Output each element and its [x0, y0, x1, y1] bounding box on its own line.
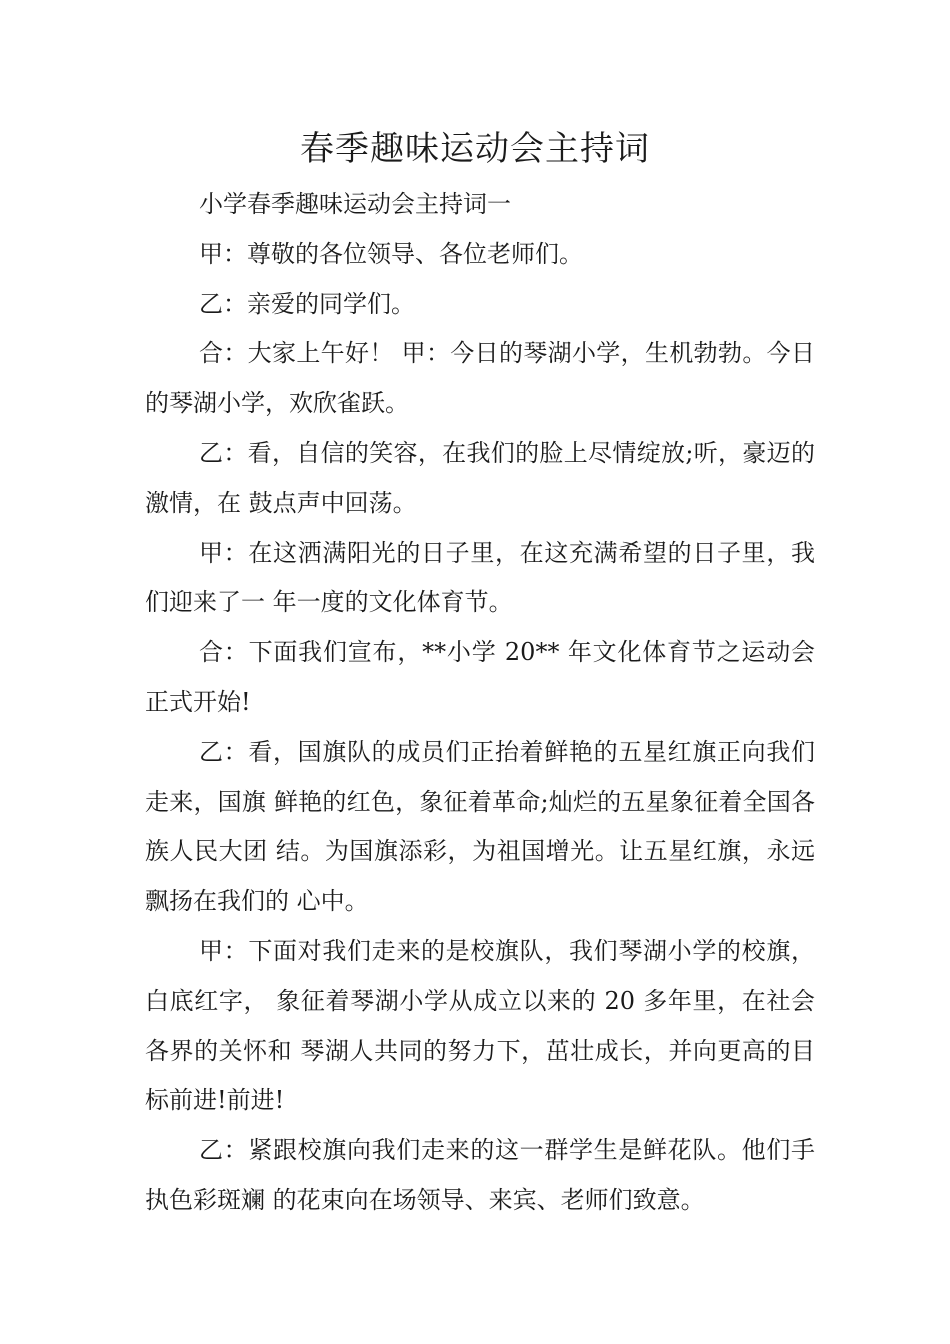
paragraph: 乙：亲爱的同学们。 [199, 289, 415, 318]
paragraph: 乙：紧跟校旗向我们走来的这一群学生是鲜花队。他们手执色彩斑斓 的花束向在场领导、来宾、老师们致意。 [145, 1136, 815, 1214]
paragraph: 乙：看，国旗队的成员们正抬着鲜艳的五星红旗正向我们走来，国旗 鲜艳的红色，象征着革命;灿烂的五星象征着全国各族人民大团 结。为国旗添彩，为祖国增光。让五星红旗，永远飘扬在我们的 心中。 [145, 737, 815, 916]
document-title: 春季趣味运动会主持词 [300, 129, 650, 169]
paragraph: 合：大家上午好！ 甲：今日的琴湖小学，生机勃勃。今日的琴湖小学，欢欣雀跃。 [145, 339, 815, 418]
document-body [145, 180, 815, 1226]
paragraph: 乙：看，自信的笑容，在我们的脸上尽情绽放;听，豪迈的激情，在 鼓点声中回荡。 [145, 438, 815, 517]
paragraph: 甲：尊敬的各位领导、各位老师们。 [199, 239, 583, 268]
paragraph: 小学春季趣味运动会主持词一 [199, 190, 511, 218]
paragraph: 合：下面我们宣布，**小学 20** 年文化体育节之运动会正式开始! [145, 638, 815, 716]
paragraph: 甲：在这洒满阳光的日子里，在这充满希望的日子里，我们迎来了一 年一度的文化体育节。 [145, 538, 815, 617]
paragraph: 甲：下面对我们走来的是校旗队，我们琴湖小学的校旗，白底红字， 象征着琴湖小学从成立以来的 20 多年里，在社会各界的关怀和 琴湖人共同的努力下，茁壮成长，并向更高的目标前进!前进! [145, 936, 815, 1115]
